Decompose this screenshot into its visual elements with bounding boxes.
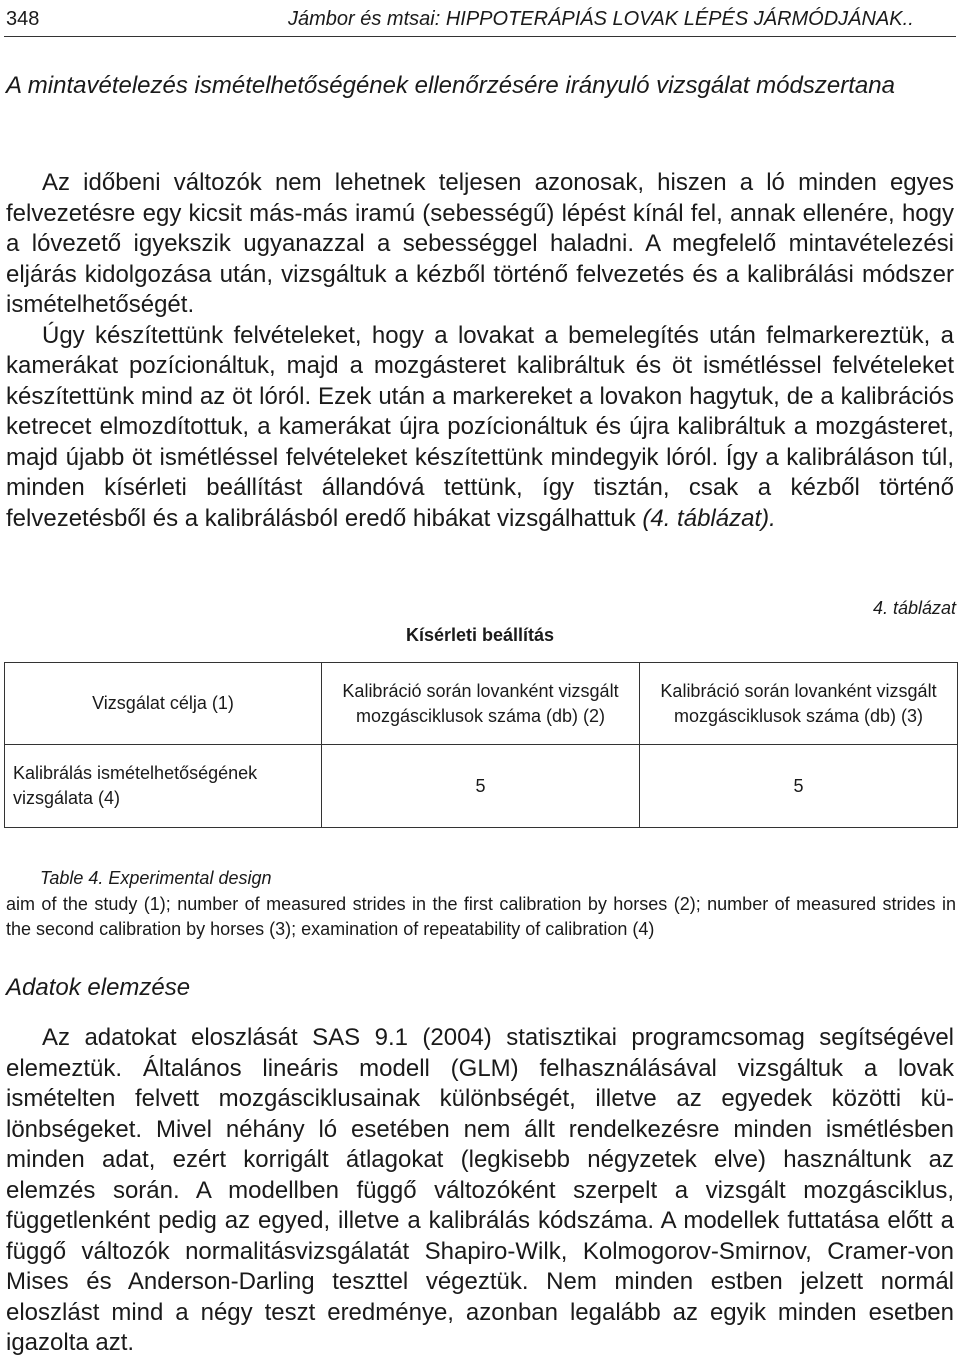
page-number: 348 — [6, 8, 40, 30]
english-table-caption — [40, 868, 271, 889]
paragraph: Az időbeni változók nem lehetnek teljesen azonosak, hiszen a ló minden egyes felvezetésre egy kicsit más-más iramú (sebességű) lépést kínál fel, annak ellenére, hogy a lóvezető igyekszik ugyanazzal a sebességgel haladni. A megfelelő mintavételezési eljárás kidolgozása után, vizsgáltuk a kézből történő felvezetés és a kalibrálási módszer ismételhetőségét. — [6, 169, 954, 318]
header-cell-second-calibration: Kalibráció során lovanként vizsgált mozgásciklusok száma (db) (3) — [640, 663, 958, 745]
section-body-methodology — [6, 168, 954, 534]
english-table-legend: aim of the study (1); number of measured strides in the first calibration by horses (2); number of measured strides in the second calibration by horses (3); examination of repeatability of calibration (4) — [6, 894, 956, 939]
paragraph-text: Úgy készítettünk felvételeket, hogy a lovakat a bemelegítés után felmarkereztük, a kamerákat pozícionáltuk, majd a mozgásteret kalibráltuk és öt ismétléssel felvételeket készítettünk mind az öt lóról. Ezek után a markereket a lovakon hagytuk, de a kalibrációs ketrecet elmozdítottuk, a kamerákat újra pozícionáltuk és újra kalibráltuk a mozgásteret, majd újabb öt ismétléssel felvételeket készítettünk mindegyik lóról. Így a kalibráláson túl, minden kísérleti beállítást állandóvá tettünk, így tisztán, csak a kézből történő felvezetésből és a kalibrálásból eredő hibákat vizsgálhattuk — [6, 321, 954, 532]
running-title-main: HIPPOTERÁPIÁS LOVAK LÉPÉS JÁRMÓDJÁNAK.. — [445, 8, 914, 30]
table-header-row — [5, 663, 958, 745]
header-cell-first-calibration: Kalibráció során lovanként vizsgált mozgásciklusok száma (db) (2) — [322, 663, 640, 745]
header-rule — [4, 36, 956, 37]
running-title-authors: Jámbor és mtsai: — [288, 8, 446, 30]
section-title-methodology: A mintavételezés ismételhetőségének ellenőrzésére irányuló vizsgálat módszertana — [6, 72, 895, 99]
section-body-analysis — [6, 1023, 954, 1359]
paragraph — [6, 321, 954, 535]
caption-label: Table 4. — [40, 868, 104, 888]
caption-title: Experimental design — [103, 868, 272, 888]
running-title — [288, 6, 914, 32]
header-cell-purpose: Vizsgálat célja (1) — [5, 663, 322, 745]
cell-first-calibration: 5 — [322, 745, 640, 828]
table-caption: 4. táblázat — [872, 598, 956, 618]
table-reference: (4. táblázat). — [642, 504, 776, 532]
cell-purpose: Kalibrálás ismételhetőségének vizsgálata (4) — [5, 745, 322, 828]
section-title-analysis: Adatok elemzése — [6, 974, 191, 1001]
table-row — [5, 745, 958, 828]
experimental-design-table — [4, 662, 958, 828]
cell-second-calibration: 5 — [640, 745, 958, 828]
table-group-header: Kísérleti beállítás — [405, 625, 555, 645]
paragraph: Az adatokat eloszlását SAS 9.1 (2004) statisztikai programcsomag segítségével elemeztük. Általános lineáris modell (GLM) felhasználásával vizsgáltuk a lovak ismételten felvett mozgásciklusainak különbségét, illetve az egyedek közötti különbségeket. Mivel néhány ló esetében nem állt rendelkezésre minden ismétlésben minden adat, ezért korrigált átlagokat (legkisebb négyzetek elve) használtunk az elemzés során. A modellben függő változóként szerpelt a vizsgált mozgásciklus, függetlenként pedig az egyed, illetve a kalibrálás kódszáma. A modellek futtatása előtt a függő változók normalitásvizsgálatát Shapiro-Wilk, Kolmogorov-Smirnov, Cramer-von Mises és Anderson-Darling teszttel végeztük. Nem minden estben jelzett normál eloszlást mind a négy teszt eredménye, azonban legalább az egyik minden esetben igazolta azt. — [6, 1024, 954, 1356]
